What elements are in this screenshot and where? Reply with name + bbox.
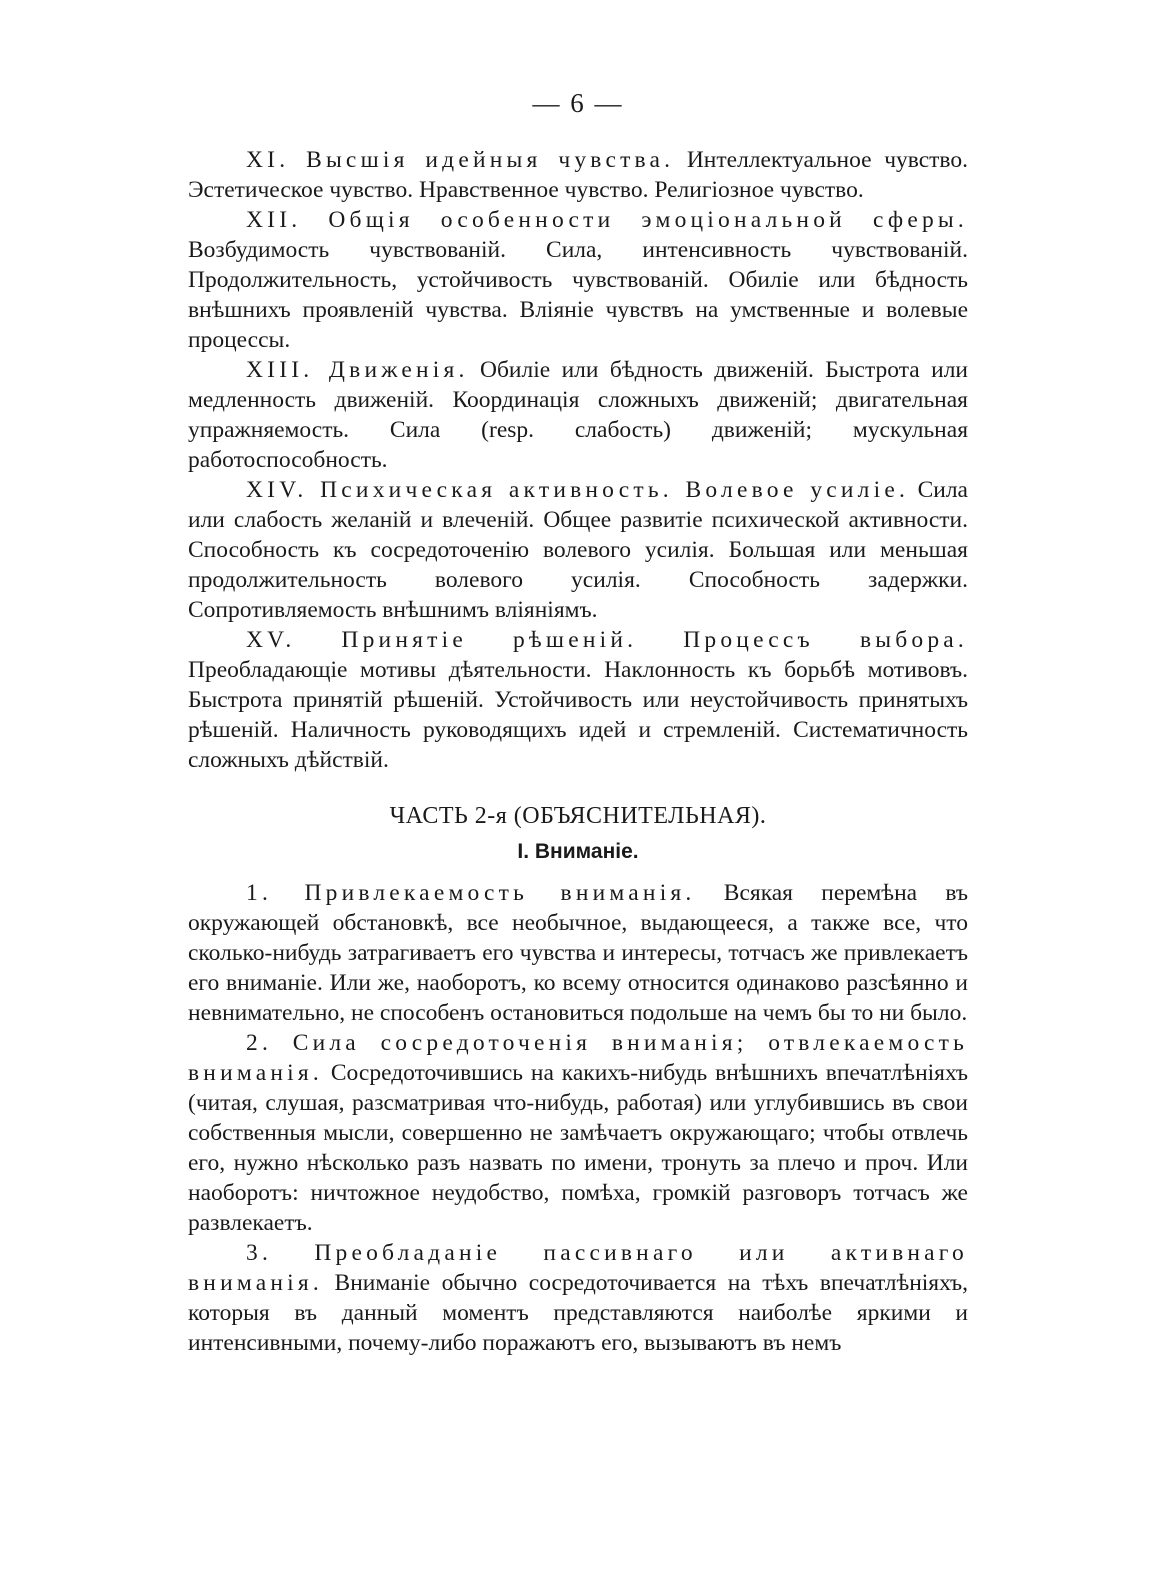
item-text: Сосредоточившись на какихъ-нибудь внѣшнихъ впечатлѣніяхъ (читая, слушая, разсматривая что-нибудь, работая) или углубившись въ свои собственныя мысли, совершенно не замѣчаетъ окружающаго; чтобы отвлечь его, нужно нѣсколько разъ назвать по имени, тронуть за плечо и проч. Или наоборотъ: ничтожное неудобство, помѣха, громкій разговоръ тотчасъ же развлекаетъ. bbox=[188, 1060, 968, 1236]
section-xiv bbox=[188, 475, 968, 625]
item-2 bbox=[188, 1028, 968, 1238]
part-one-sections bbox=[188, 145, 968, 775]
page-number: — 6 — bbox=[532, 88, 624, 118]
document-page bbox=[188, 88, 968, 1358]
section-text: Интеллектуальное чувство. Эстетическое чувство. Нравственное чувство. Религіозное чувство. bbox=[188, 147, 968, 203]
item-text: Вниманіе обычно сосредоточивается на тѣхъ впечатлѣніяхъ, которыя въ данный моментъ представляются наиболѣе яркими и интенсивными, почему-либо поражаютъ его, вызываютъ въ немъ bbox=[188, 1270, 968, 1356]
part-title: ЧАСТЬ 2-я (ОБЪЯСНИТЕЛЬНАЯ). bbox=[389, 803, 767, 829]
chapter-title: I. Вниманіе. bbox=[517, 840, 639, 863]
section-heading: XI. Высшія идейныя чувства. bbox=[246, 147, 675, 173]
item-heading: 3. Преобладаніе пассивнаго или активнаго вниманія. bbox=[188, 1240, 968, 1296]
section-heading: XIV. Психическая активность. Волевое усиліе. bbox=[246, 477, 910, 503]
section-text: Сила или слабость желаній и влеченій. Общее развитіе психической активности. Способность къ сосредоточенію волевого усилія. Большая или меньшая продолжительность волевого усилія. Способность задержки. Сопротивляемость внѣшнимъ вліяніямъ. bbox=[188, 477, 968, 623]
section-text: Преобладающіе мотивы дѣятельности. Наклонность къ борьбѣ мотивовъ. Быстрота принятій рѣшеній. Устойчивость или неустойчивость принятыхъ рѣшеній. Наличность руководящихъ идей и стремленій. Систематичность сложныхъ дѣйствій. bbox=[188, 657, 968, 773]
section-xiii bbox=[188, 355, 968, 475]
item-1 bbox=[188, 878, 968, 1028]
item-heading: 2. Сила сосредоточенія вниманія; отвлекаемость вниманія. bbox=[188, 1030, 968, 1086]
section-heading: XIII. Движенія. bbox=[246, 357, 469, 383]
section-xii bbox=[188, 205, 968, 355]
part-two-items bbox=[188, 878, 968, 1358]
section-heading: XII. Общія особенности эмоціональной сферы. bbox=[246, 207, 968, 233]
section-text: Обиліе или бѣдность движеній. Быстрота или медленность движеній. Координація сложныхъ движеній; двигательная упражняемость. Сила (resp. слабость) движеній; мускульная работоспособность. bbox=[188, 357, 968, 473]
section-xv bbox=[188, 625, 968, 775]
item-3 bbox=[188, 1238, 968, 1358]
section-heading: XV. Принятіе рѣшеній. Процессъ выбора. bbox=[246, 627, 968, 653]
item-text: Всякая перемѣна въ окружающей обстановкѣ, все необычное, выдающееся, а также все, что сколько-нибудь затрагиваетъ его чувства и интересы, тотчасъ же привлекаетъ его вниманіе. Или же, наоборотъ, ко всему относится одинаково разсѣянно и невнимательно, не способенъ остановиться подольше на чемъ бы то ни было. bbox=[188, 880, 968, 1026]
section-text: Возбудимость чувствованій. Сила, интенсивность чувствованій. Продолжительность, устойчивость чувствованій. Обиліе или бѣдность внѣшнихъ проявленій чувства. Вліяніе чувствъ на умственные и волевые процессы. bbox=[188, 237, 968, 353]
item-heading: 1. Привлекаемость вниманія. bbox=[246, 880, 696, 906]
section-xi bbox=[188, 145, 968, 205]
